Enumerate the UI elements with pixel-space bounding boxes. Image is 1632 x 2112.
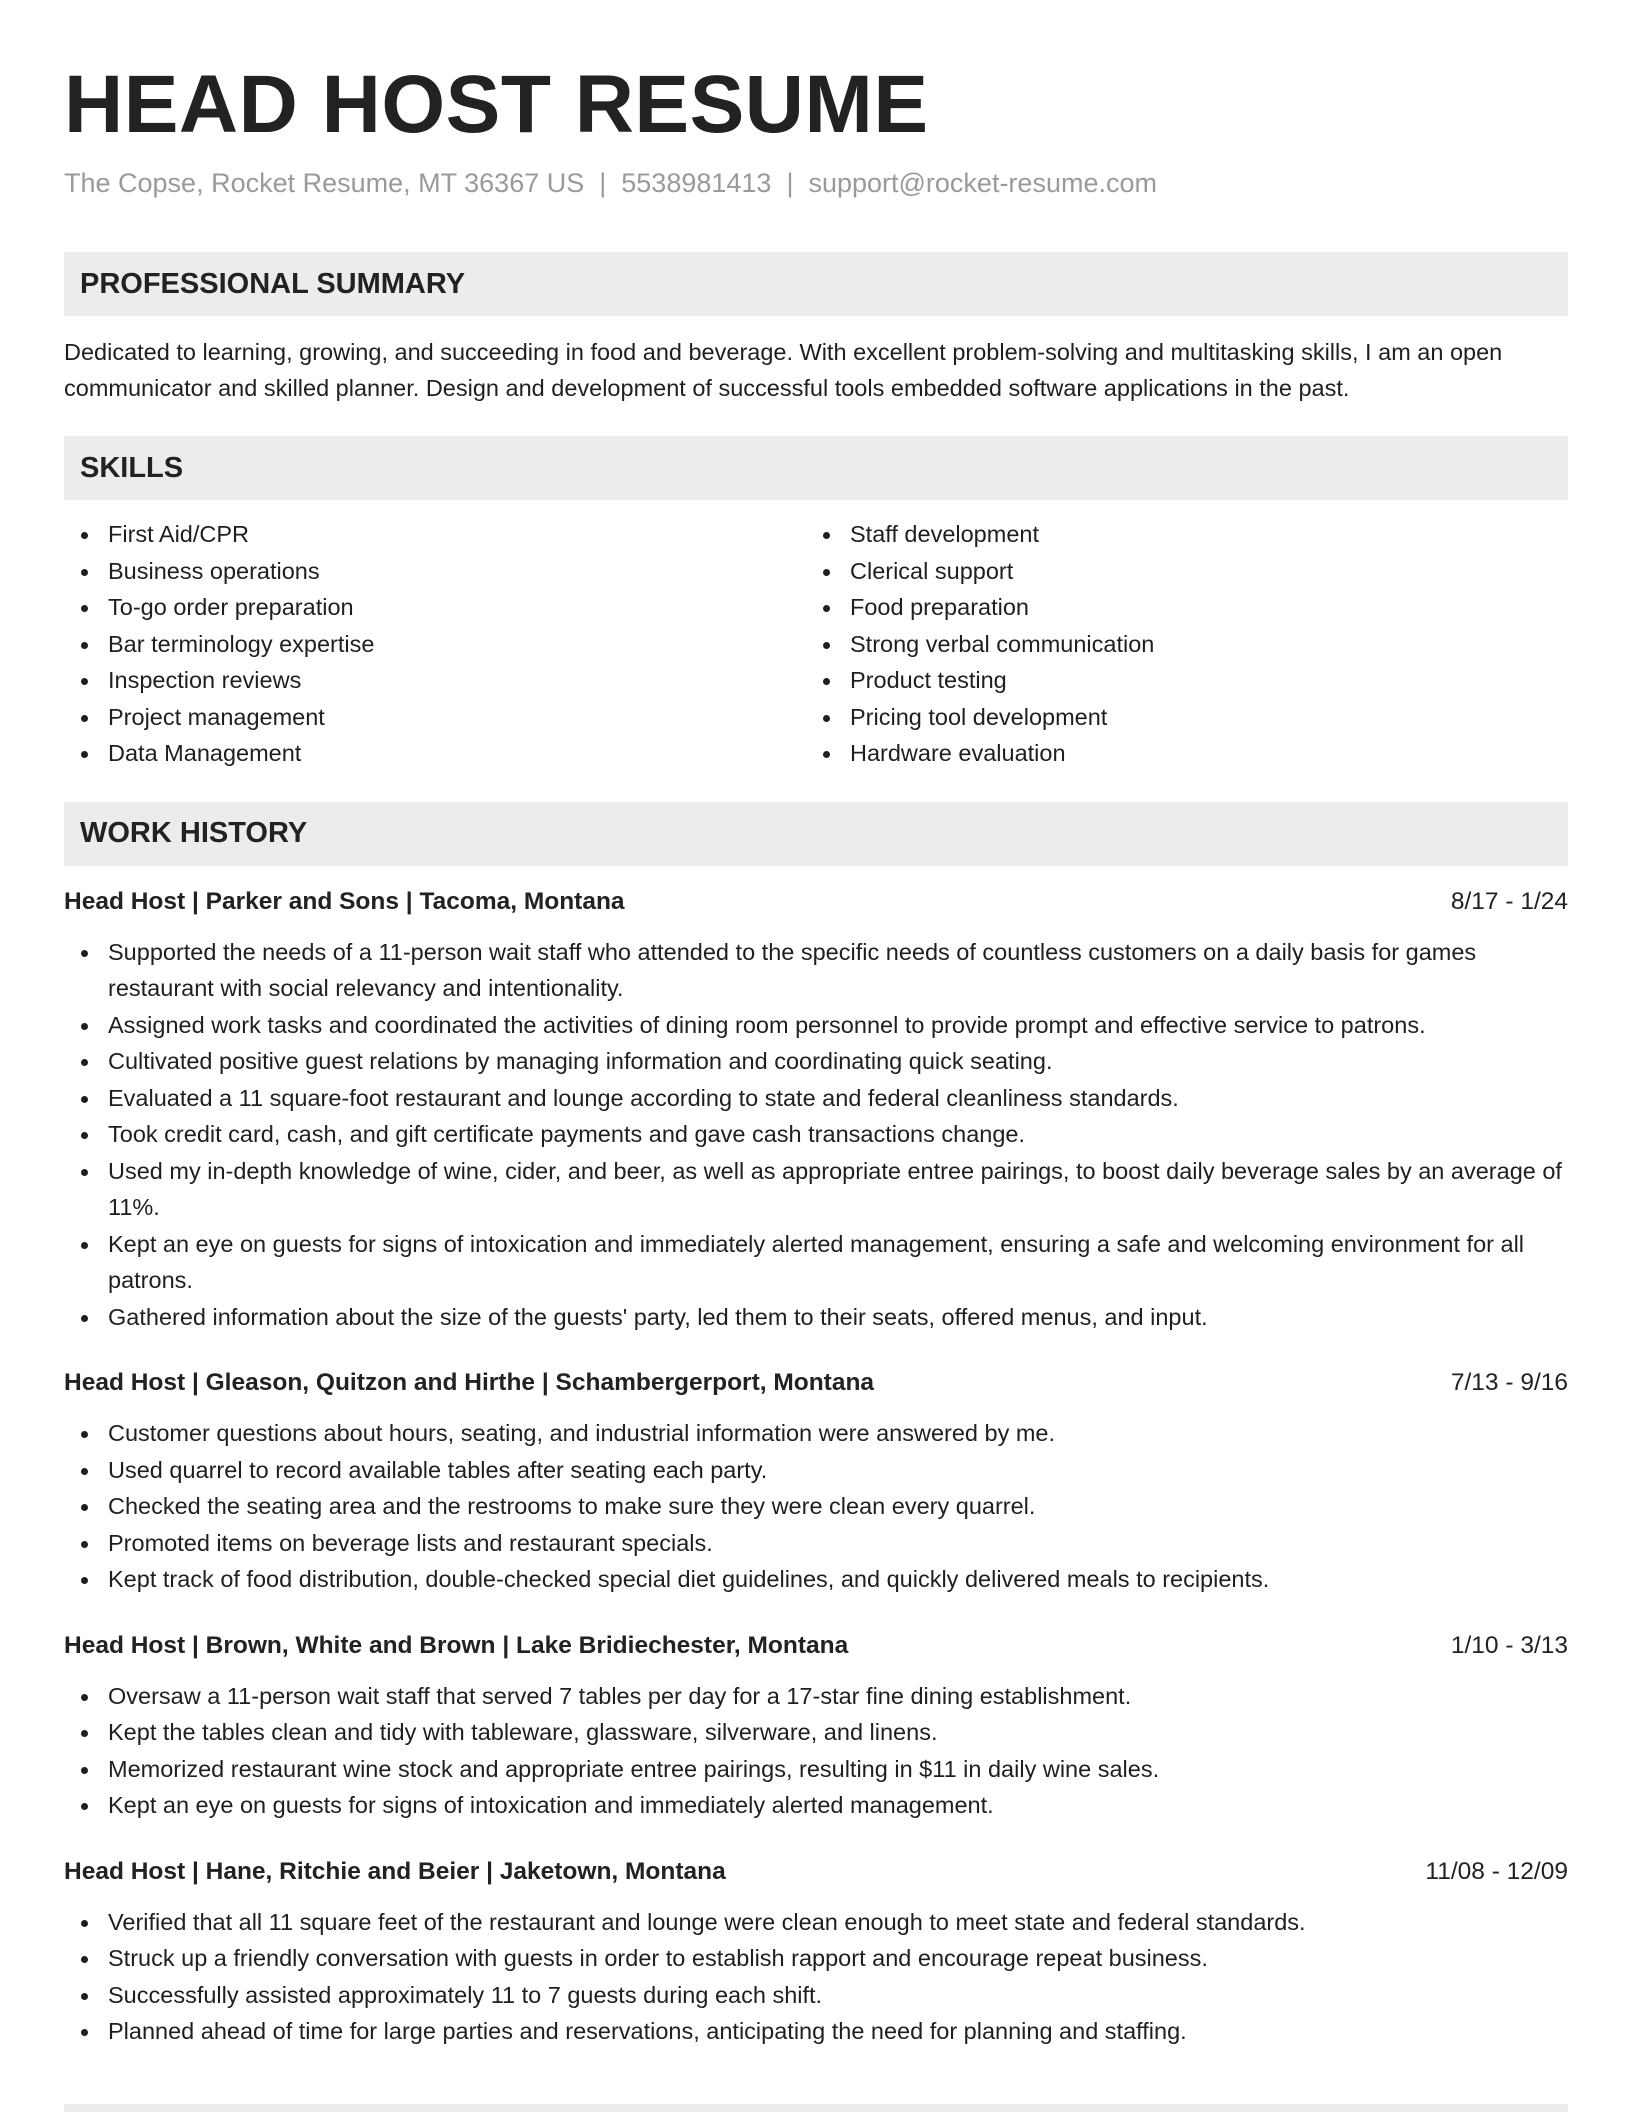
- job-bullet-list: [64, 1904, 1568, 2050]
- job-dates: 11/08 - 12/09: [1425, 1857, 1568, 1885]
- skill-item: Data Management: [64, 735, 806, 772]
- job-heading-row: [64, 884, 1568, 920]
- skill-item: Project management: [64, 699, 806, 736]
- job-bullet-list: [64, 934, 1568, 1336]
- job-heading-row: [64, 1365, 1568, 1401]
- contact-separator: |: [786, 168, 794, 198]
- job-bullet: Struck up a friendly conversation with guests in order to establish rapport and encourage repeat business.: [64, 1940, 1568, 1977]
- job-bullet: Oversaw a 11-person wait staff that served 7 tables per day for a 17-star fine dining establishment.: [64, 1678, 1568, 1715]
- skills-column-right: [806, 516, 1548, 772]
- job-title: Head Host | Gleason, Quitzon and Hirthe | Schambergerport, Montana: [64, 1369, 875, 1396]
- job-bullet: Evaluated a 11 square-foot restaurant and lounge according to state and federal cleanliness standards.: [64, 1080, 1568, 1117]
- skill-item: Product testing: [806, 662, 1548, 699]
- job-bullet: Promoted items on beverage lists and restaurant specials.: [64, 1525, 1568, 1562]
- job-bullet: Took credit card, cash, and gift certificate payments and gave cash transactions change.: [64, 1116, 1568, 1153]
- section-header-work-history: WORK HISTORY: [64, 802, 1568, 866]
- job-bullet: Planned ahead of time for large parties and reservations, anticipating the need for planning and staffing.: [64, 2013, 1568, 2050]
- resume-title: HEAD HOST RESUME: [64, 59, 929, 150]
- skills-grid: [64, 516, 1568, 772]
- job-bullet: Kept an eye on guests for signs of intoxication and immediately alerted management.: [64, 1787, 1568, 1824]
- summary-text: Dedicated to learning, growing, and succeeding in food and beverage. With excellent problem-solving and multitasking skills, I am an open communicator and skilled planner. Design and development of successful tools embedded software applications in the past.: [64, 339, 1503, 401]
- skill-item: Food preparation: [806, 589, 1548, 626]
- skill-item: Hardware evaluation: [806, 735, 1548, 772]
- job-dates: 1/10 - 3/13: [1450, 1631, 1568, 1659]
- contact-separator: |: [599, 168, 607, 198]
- skill-item: Bar terminology expertise: [64, 626, 806, 663]
- skill-item: Strong verbal communication: [806, 626, 1548, 663]
- job-entry: [64, 884, 1568, 1336]
- job-bullet-list: [64, 1415, 1568, 1598]
- job-bullet-list: [64, 1678, 1568, 1824]
- job-dates: 7/13 - 9/16: [1450, 1369, 1568, 1396]
- skill-item: Clerical support: [806, 553, 1548, 590]
- job-bullet: Gathered information about the size of the guests' party, led them to their seats, offered menus, and input.: [64, 1299, 1568, 1336]
- contact-phone: 5538981413: [621, 168, 772, 198]
- job-bullet: Assigned work tasks and coordinated the activities of dining room personnel to provide prompt and effective service to patrons.: [64, 1007, 1568, 1044]
- section-header-summary: PROFESSIONAL SUMMARY: [64, 252, 1568, 316]
- skill-item: Pricing tool development: [806, 699, 1548, 736]
- contact-address: The Copse, Rocket Resume, MT 36367 US: [64, 168, 585, 198]
- skills-column-left: [64, 516, 806, 772]
- contact-line: [64, 166, 1568, 200]
- skill-item: First Aid/CPR: [64, 516, 806, 553]
- job-title: Head Host | Parker and Sons | Tacoma, Montana: [64, 887, 625, 915]
- job-bullet: Customer questions about hours, seating, and industrial information were answered by me.: [64, 1415, 1568, 1452]
- job-bullet: Supported the needs of a 11-person wait staff who attended to the specific needs of countless customers on a daily basis for games restaurant with social relevancy and intentionality.: [64, 934, 1568, 1007]
- job-entry: [64, 1854, 1568, 2050]
- skill-item: Business operations: [64, 553, 806, 590]
- job-bullet: Memorized restaurant wine stock and appropriate entree pairings, resulting in $11 in daily wine sales.: [64, 1751, 1568, 1788]
- job-bullet: Used my in-depth knowledge of wine, cider, and beer, as well as appropriate entree pairings, to boost daily beverage sales by an average of 11%.: [64, 1153, 1568, 1226]
- skill-item: Staff development: [806, 516, 1548, 553]
- job-entry: [64, 1628, 1568, 1824]
- job-bullet: Verified that all 11 square feet of the restaurant and lounge were clean enough to meet state and federal standards.: [64, 1904, 1568, 1941]
- job-dates: 8/17 - 1/24: [1450, 887, 1568, 915]
- job-bullet: Kept an eye on guests for signs of intoxication and immediately alerted management, ensuring a safe and welcoming environment for all patrons.: [64, 1226, 1568, 1299]
- job-heading-row: [64, 1854, 1568, 1890]
- job-bullet: Successfully assisted approximately 11 to 7 guests during each shift.: [64, 1977, 1568, 2014]
- job-bullet: Checked the seating area and the restrooms to make sure they were clean every quarrel.: [64, 1488, 1568, 1525]
- job-bullet: Kept the tables clean and tidy with tableware, glassware, silverware, and linens.: [64, 1714, 1568, 1751]
- work-history-list: [64, 884, 1568, 2050]
- skill-item: To-go order preparation: [64, 589, 806, 626]
- job-heading-row: [64, 1628, 1568, 1664]
- next-section-header-edge: [64, 2104, 1568, 2112]
- skill-item: Inspection reviews: [64, 662, 806, 699]
- section-header-skills: SKILLS: [64, 436, 1568, 500]
- job-entry: [64, 1365, 1568, 1598]
- job-title: Head Host | Hane, Ritchie and Beier | Jaketown, Montana: [64, 1857, 726, 1885]
- job-bullet: Kept track of food distribution, double-checked special diet guidelines, and quickly delivered meals to recipients.: [64, 1561, 1568, 1598]
- job-bullet: Cultivated positive guest relations by managing information and coordinating quick seating.: [64, 1043, 1568, 1080]
- job-title: Head Host | Brown, White and Brown | Lake Bridiechester, Montana: [64, 1631, 849, 1659]
- contact-email: support@rocket-resume.com: [808, 168, 1157, 198]
- job-bullet: Used quarrel to record available tables after seating each party.: [64, 1452, 1568, 1489]
